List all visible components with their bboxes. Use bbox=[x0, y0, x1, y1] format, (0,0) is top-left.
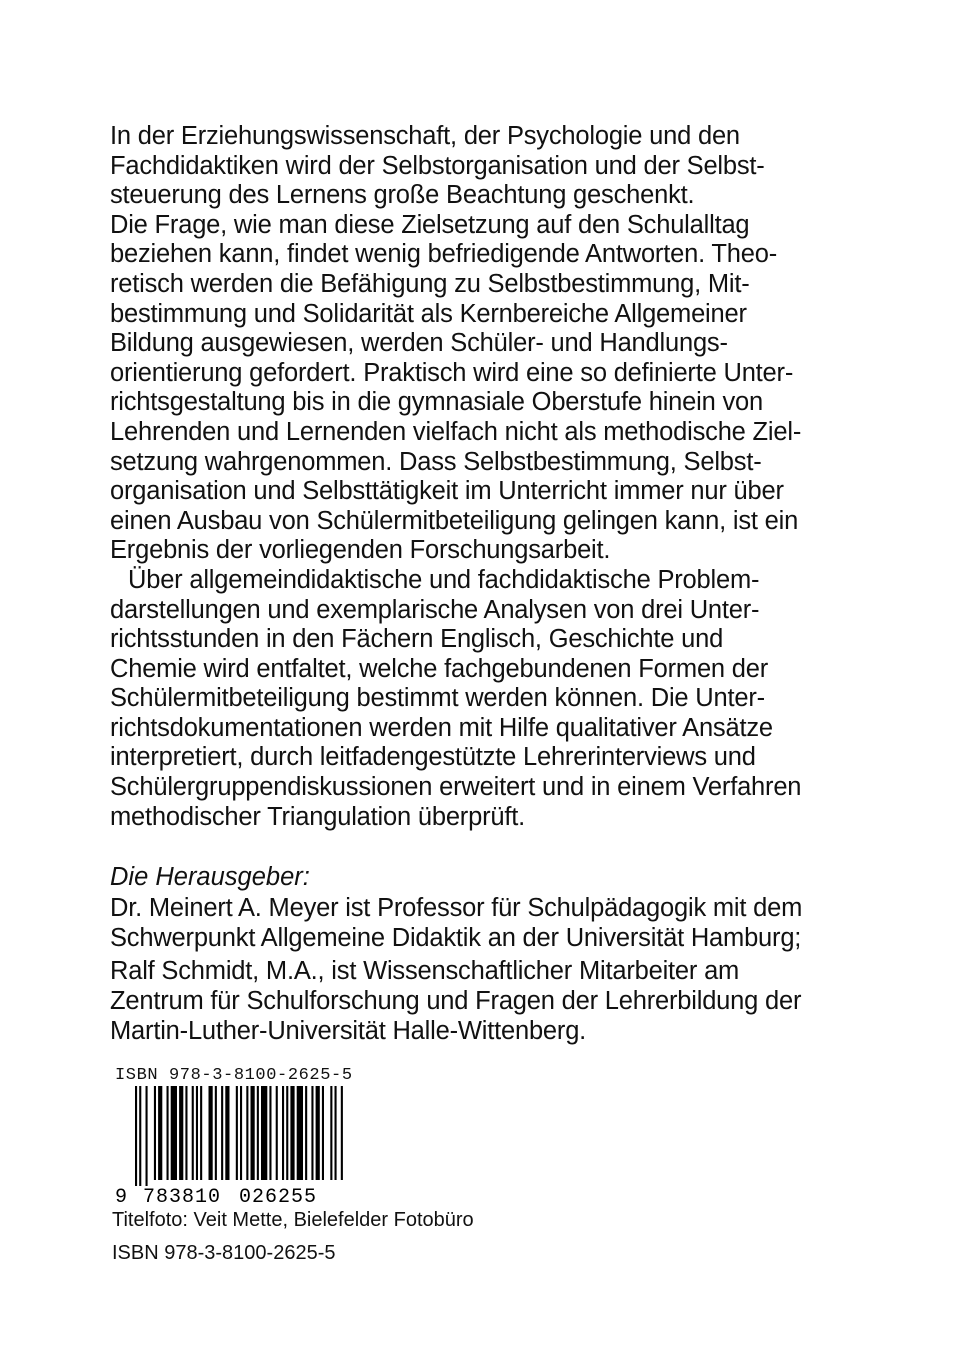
blurb-line: richtsgestaltung bis in die gymnasiale Oberstufe hinein von bbox=[110, 388, 763, 417]
barcode-bar bbox=[225, 1086, 229, 1180]
barcode-bar bbox=[171, 1086, 177, 1180]
barcode-bar bbox=[221, 1086, 223, 1180]
blurb-line: methodischer Triangulation überprüft. bbox=[110, 802, 526, 831]
blurb-text bbox=[110, 122, 870, 832]
blurb-line: Fachdidaktiken wird der Selbstorganisation und der Selbst- bbox=[110, 151, 765, 180]
blurb-line: organisation und Selbsttätigkeit im Unterricht immer nur über bbox=[110, 477, 784, 506]
blurb-line: Über allgemeindidaktische und fachdidaktische Problem- bbox=[128, 565, 760, 594]
barcode-bar bbox=[251, 1086, 255, 1180]
barcode bbox=[113, 1066, 373, 1206]
blurb-line: setzung wahrgenommen. Dass Selbstbestimmung, Selbst- bbox=[110, 447, 762, 476]
barcode-bar bbox=[200, 1086, 202, 1180]
blurb-line: Schülergruppendiskussionen erweitert und in einem Verfahren bbox=[110, 773, 802, 802]
barcode-bar bbox=[276, 1086, 278, 1180]
barcode-bar bbox=[341, 1086, 343, 1180]
barcode-bar bbox=[196, 1086, 198, 1180]
barcode-bar bbox=[246, 1086, 248, 1180]
barcode-bar bbox=[257, 1086, 259, 1180]
editors-line: Dr. Meinert A. Meyer ist Professor für Schulpädagogik mit dem bbox=[110, 894, 803, 922]
blurb-line: Ergebnis der vorliegenden Forschungsarbeit. bbox=[110, 536, 611, 565]
blurb-line: einen Ausbau von Schülermitbeteiligung gelingen kann, ist ein bbox=[110, 506, 799, 535]
barcode-bar bbox=[316, 1086, 320, 1180]
photo-credit: Titelfoto: Veit Mette, Bielefelder Fotobüro bbox=[112, 1209, 474, 1231]
barcode-isbn-label: ISBN 978-3-8100-2625-5 bbox=[115, 1066, 353, 1085]
barcode-bar bbox=[261, 1086, 267, 1180]
editors-text bbox=[110, 893, 890, 1046]
barcode-bar bbox=[158, 1086, 162, 1180]
barcode-bar bbox=[330, 1086, 332, 1180]
barcode-bar bbox=[322, 1086, 324, 1180]
barcode-bars bbox=[135, 1086, 343, 1186]
blurb-line: steuerung des Lernens große Beachtung geschenkt. bbox=[110, 181, 695, 210]
barcode-bar bbox=[185, 1086, 187, 1180]
barcode-bar bbox=[305, 1086, 307, 1180]
barcode-bar bbox=[215, 1086, 217, 1180]
isbn-text: ISBN 978-3-8100-2625-5 bbox=[112, 1242, 336, 1264]
barcode-bar bbox=[240, 1086, 242, 1180]
editors-heading: Die Herausgeber: bbox=[110, 863, 310, 891]
barcode-bar bbox=[192, 1086, 194, 1180]
blurb-line: orientierung gefordert. Praktisch wird eine so definierte Unter- bbox=[110, 358, 794, 387]
blurb-line: Chemie wird entfaltet, welche fachgebundenen Formen der bbox=[110, 654, 769, 683]
editors-line: Zentrum für Schulforschung und Fragen der Lehrerbildung der bbox=[110, 987, 802, 1015]
barcode-digits-left: 783810 bbox=[143, 1186, 222, 1206]
barcode-bar bbox=[179, 1086, 183, 1180]
barcode-bar bbox=[282, 1086, 284, 1180]
barcode-bar bbox=[286, 1086, 288, 1180]
editors-line: Ralf Schmidt, M.A., ist Wissenschaftlicher Mitarbeiter am bbox=[110, 957, 740, 985]
barcode-digit-first: 9 bbox=[115, 1186, 128, 1206]
barcode-bar bbox=[146, 1086, 148, 1186]
blurb-line: Schülermitbeteiligung bestimmt werden können. Die Unter- bbox=[110, 684, 765, 713]
barcode-bar bbox=[335, 1086, 337, 1180]
editors-line: Martin-Luther-Universität Halle-Wittenberg. bbox=[110, 1017, 587, 1045]
barcode-bar bbox=[139, 1086, 141, 1186]
blurb-line: bestimmung und Solidarität als Kernbereiche Allgemeiner bbox=[110, 299, 747, 328]
blurb-line: retisch werden die Befähigung zu Selbstbestimmung, Mit- bbox=[110, 269, 750, 298]
blurb-line: Bildung ausgewiesen, werden Schüler- und Handlungs- bbox=[110, 329, 728, 358]
barcode-bar bbox=[209, 1086, 213, 1180]
blurb-line: richtsstunden in den Fächern Englisch, Geschichte und bbox=[110, 625, 724, 654]
barcode-bar bbox=[290, 1086, 294, 1180]
barcode-bar bbox=[154, 1086, 156, 1180]
editors-line: Schwerpunkt Allgemeine Didaktik an der Universität Hamburg; bbox=[110, 924, 802, 952]
blurb-line: darstellungen und exemplarische Analysen von drei Unter- bbox=[110, 595, 760, 624]
blurb-line: richtsdokumentationen werden mit Hilfe qualitativer Ansätze bbox=[110, 713, 773, 742]
barcode-bar bbox=[311, 1086, 313, 1180]
barcode-bar bbox=[269, 1086, 271, 1180]
barcode-bar bbox=[297, 1086, 303, 1180]
blurb-line: In der Erziehungswissenschaft, der Psychologie und den bbox=[110, 122, 740, 150]
barcode-bar bbox=[135, 1086, 137, 1186]
blurb-line: Die Frage, wie man diese Zielsetzung auf den Schulalltag bbox=[110, 210, 750, 239]
barcode-bar bbox=[167, 1086, 169, 1180]
barcode-bar bbox=[236, 1086, 238, 1180]
blurb-line: beziehen kann, findet wenig befriedigende Antworten. Theo- bbox=[110, 240, 777, 269]
barcode-icon bbox=[113, 1086, 353, 1206]
blurb-line: interpretiert, durch leitfadengestützte Lehrerinterviews und bbox=[110, 743, 756, 772]
blurb-line: Lehrenden und Lernenden vielfach nicht als methodische Ziel- bbox=[110, 417, 802, 446]
barcode-digits-right: 026255 bbox=[239, 1186, 318, 1206]
